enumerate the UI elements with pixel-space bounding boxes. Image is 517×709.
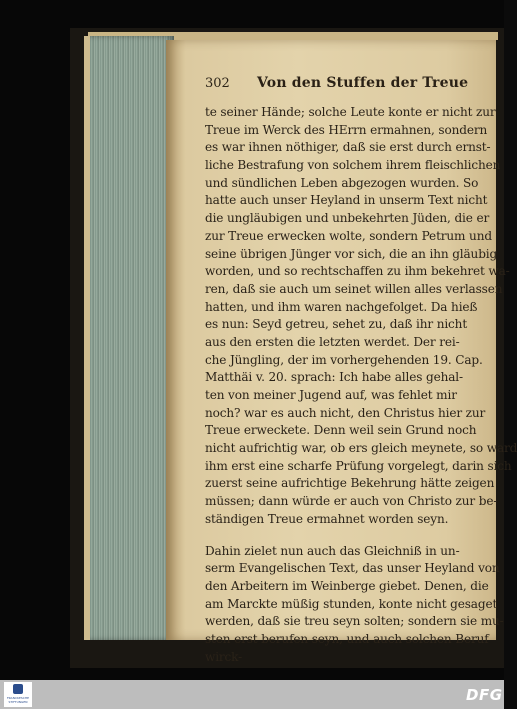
footer-bar xyxy=(0,680,504,709)
library-emblem-icon xyxy=(13,684,23,694)
library-logo-text: FRANCKESCHE STIFTUNGEN xyxy=(6,696,30,704)
text-line: serm Evangelischen Text, das unser Heyland von xyxy=(205,561,500,576)
running-head: Von den Stuffen der Treue xyxy=(257,75,469,91)
text-line: und sündlichen Leben abgezogen wurden. So xyxy=(205,175,479,190)
text-line: che Jüngling, der im vorhergehenden 19. Cap. xyxy=(205,352,483,367)
text-line: wirck- xyxy=(205,649,243,664)
text-line: den Arbeitern im Weinberge giebet. Denen, die xyxy=(205,578,489,593)
text-line: liche Bestrafung von solchem ihrem fleischlichen xyxy=(205,158,501,173)
text-line: müssen; dann würde er auch von Christo zur be- xyxy=(205,494,498,509)
text-line: werden, daß sie treu seyn solten; sondern sie mu- xyxy=(205,614,504,629)
text-line: ren, daß sie auch um seinet willen alles verlassen xyxy=(205,281,503,296)
text-line: zuerst seine aufrichtige Bekehrung hätte zeigen xyxy=(205,476,495,491)
text-line: zur Treue erwecken wolte, sondern Petrum und xyxy=(205,228,492,243)
text-line: seine übrigen Jünger vor sich, die an ihn gläubig xyxy=(205,246,498,261)
text-line: hatte auch unser Heyland in unserm Text nicht xyxy=(205,193,488,208)
text-line: aus den ersten die letzten werdet. Der rei- xyxy=(205,334,460,349)
paragraph-2 xyxy=(205,543,504,667)
text-line: Treue im Werck des HErrn ermahnen, sondern xyxy=(205,122,488,137)
text-line: noch? war es auch nicht, den Christus hier zur xyxy=(205,405,486,420)
book-page-edges xyxy=(84,36,174,640)
text-line: es war ihnen nöthiger, daß sie erst durch ernst- xyxy=(205,140,491,155)
text-line: te seiner Hände; solche Leute konte er nicht zur xyxy=(205,105,496,119)
text-line: Matthäi v. 20. sprach: Ich habe alles gehal- xyxy=(205,370,463,385)
text-line: ihm erst eine scharfe Prüfung vorgelegt, darin sich xyxy=(205,458,512,473)
text-line: worden, und so rechtschaffen zu ihm bekehret wa- xyxy=(205,264,510,279)
text-line: hatten, und ihm waren nachgefolget. Da hieß xyxy=(205,299,478,314)
text-line: Treue erweckete. Denn weil sein Grund noch xyxy=(205,423,477,438)
paragraph-gap xyxy=(205,529,485,543)
body-text xyxy=(205,104,517,666)
text-line: ständigen Treue ermahnet worden seyn. xyxy=(205,511,449,526)
text-line: am Marckte müßig stunden, konte nicht gesaget xyxy=(205,596,498,611)
text-line: sten erst berufen seyn, und auch solchen Beruf xyxy=(205,631,489,646)
library-logo[interactable] xyxy=(4,682,32,707)
text-line: ten von meiner Jugend auf, was fehlet mir xyxy=(205,388,457,402)
text-line: es nun: Seyd getreu, sehet zu, daß ihr nicht xyxy=(205,317,468,332)
paragraph-1 xyxy=(205,104,517,529)
text-line: Dahin zielet nun auch das Gleichniß in un- xyxy=(205,543,460,558)
page-number: 302 xyxy=(205,76,230,91)
page-header xyxy=(205,76,480,96)
dfg-logo[interactable]: DFG xyxy=(466,686,503,704)
text-line: die ungläubigen und unbekehrten Jüden, die er xyxy=(205,211,490,226)
text-line: nicht aufrichtig war, ob ers gleich meynete, so ward xyxy=(205,441,517,456)
